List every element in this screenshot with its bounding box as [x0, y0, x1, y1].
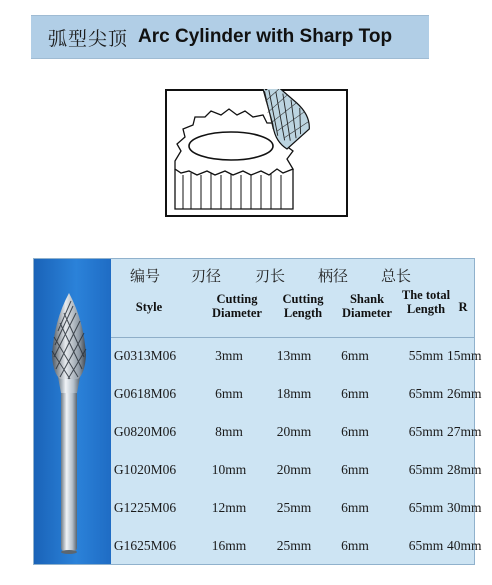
header-zh-style: 编号	[129, 267, 160, 285]
cell-total-length: 65mm	[408, 500, 444, 515]
cell-shank-diameter: 6mm	[341, 538, 369, 553]
header-zh-cutting-length: 刃长	[254, 267, 285, 285]
cell-cutting-diameter: 8mm	[215, 424, 243, 439]
cell-style: G1625M06	[113, 538, 177, 553]
cell-cutting-diameter: 16mm	[211, 538, 247, 553]
table-row	[111, 527, 482, 565]
cell-style: G1225M06	[113, 500, 177, 515]
header-zh-shank-diameter: 柄径	[317, 267, 348, 285]
cell-style: G1020M06	[113, 462, 177, 477]
table-row	[111, 375, 482, 413]
header-total-length: The total Length	[401, 288, 451, 316]
cell-style: G0618M06	[113, 386, 177, 401]
cell-cutting-length: 18mm	[276, 386, 312, 401]
spec-table	[33, 258, 482, 565]
cell-shank-diameter: 6mm	[341, 424, 369, 439]
cell-total-length: 55mm	[408, 348, 444, 363]
cell-cutting-length: 20mm	[276, 424, 312, 439]
cell-r: 15mm	[447, 348, 482, 363]
carbide-burr-tool-icon	[34, 259, 111, 564]
cell-shank-diameter: 6mm	[341, 462, 369, 477]
cell-cutting-diameter: 3mm	[215, 348, 243, 363]
header-cutting-length: Cutting Length	[282, 292, 324, 320]
cell-cutting-length: 20mm	[276, 462, 312, 477]
header-cutting-diameter: Cutting Diameter	[212, 292, 262, 320]
cell-cutting-length: 25mm	[276, 538, 312, 553]
cell-cutting-length: 13mm	[276, 348, 312, 363]
header-r: R	[458, 300, 468, 314]
table-row	[111, 451, 482, 489]
cell-style: G0820M06	[113, 424, 177, 439]
cell-r: 40mm	[447, 538, 482, 553]
table-row	[111, 489, 482, 527]
tool-panel	[34, 259, 111, 564]
table-row	[111, 413, 482, 451]
cell-total-length: 65mm	[408, 462, 444, 477]
title-english: Arc Cylinder with Sharp Top	[138, 26, 393, 47]
cell-shank-diameter: 6mm	[341, 500, 369, 515]
cell-cutting-length: 25mm	[276, 500, 312, 515]
title-bar	[31, 15, 429, 59]
cell-cutting-diameter: 12mm	[211, 500, 247, 515]
cell-total-length: 65mm	[408, 424, 444, 439]
cell-r: 26mm	[447, 386, 482, 401]
table-row	[111, 337, 482, 375]
cell-cutting-diameter: 6mm	[215, 386, 243, 401]
header-shank-diameter: Shank Diameter	[342, 292, 392, 320]
cell-r: 28mm	[447, 462, 482, 477]
cell-shank-diameter: 6mm	[341, 348, 369, 363]
cell-total-length: 65mm	[408, 538, 444, 553]
cell-shank-diameter: 6mm	[341, 386, 369, 401]
header-zh-cutting-diameter: 刃径	[190, 267, 221, 285]
cell-r: 30mm	[447, 500, 482, 515]
cell-style: G0313M06	[113, 348, 177, 363]
cell-cutting-diameter: 10mm	[211, 462, 247, 477]
header-style: Style	[135, 300, 163, 314]
cell-total-length: 65mm	[408, 386, 444, 401]
burr-cutting-gear-diagram	[165, 89, 348, 217]
header-zh-total-length: 总长	[380, 267, 411, 285]
spec-grid	[111, 259, 482, 564]
cell-r: 27mm	[447, 424, 482, 439]
title-chinese: 弧型尖顶	[48, 27, 129, 50]
